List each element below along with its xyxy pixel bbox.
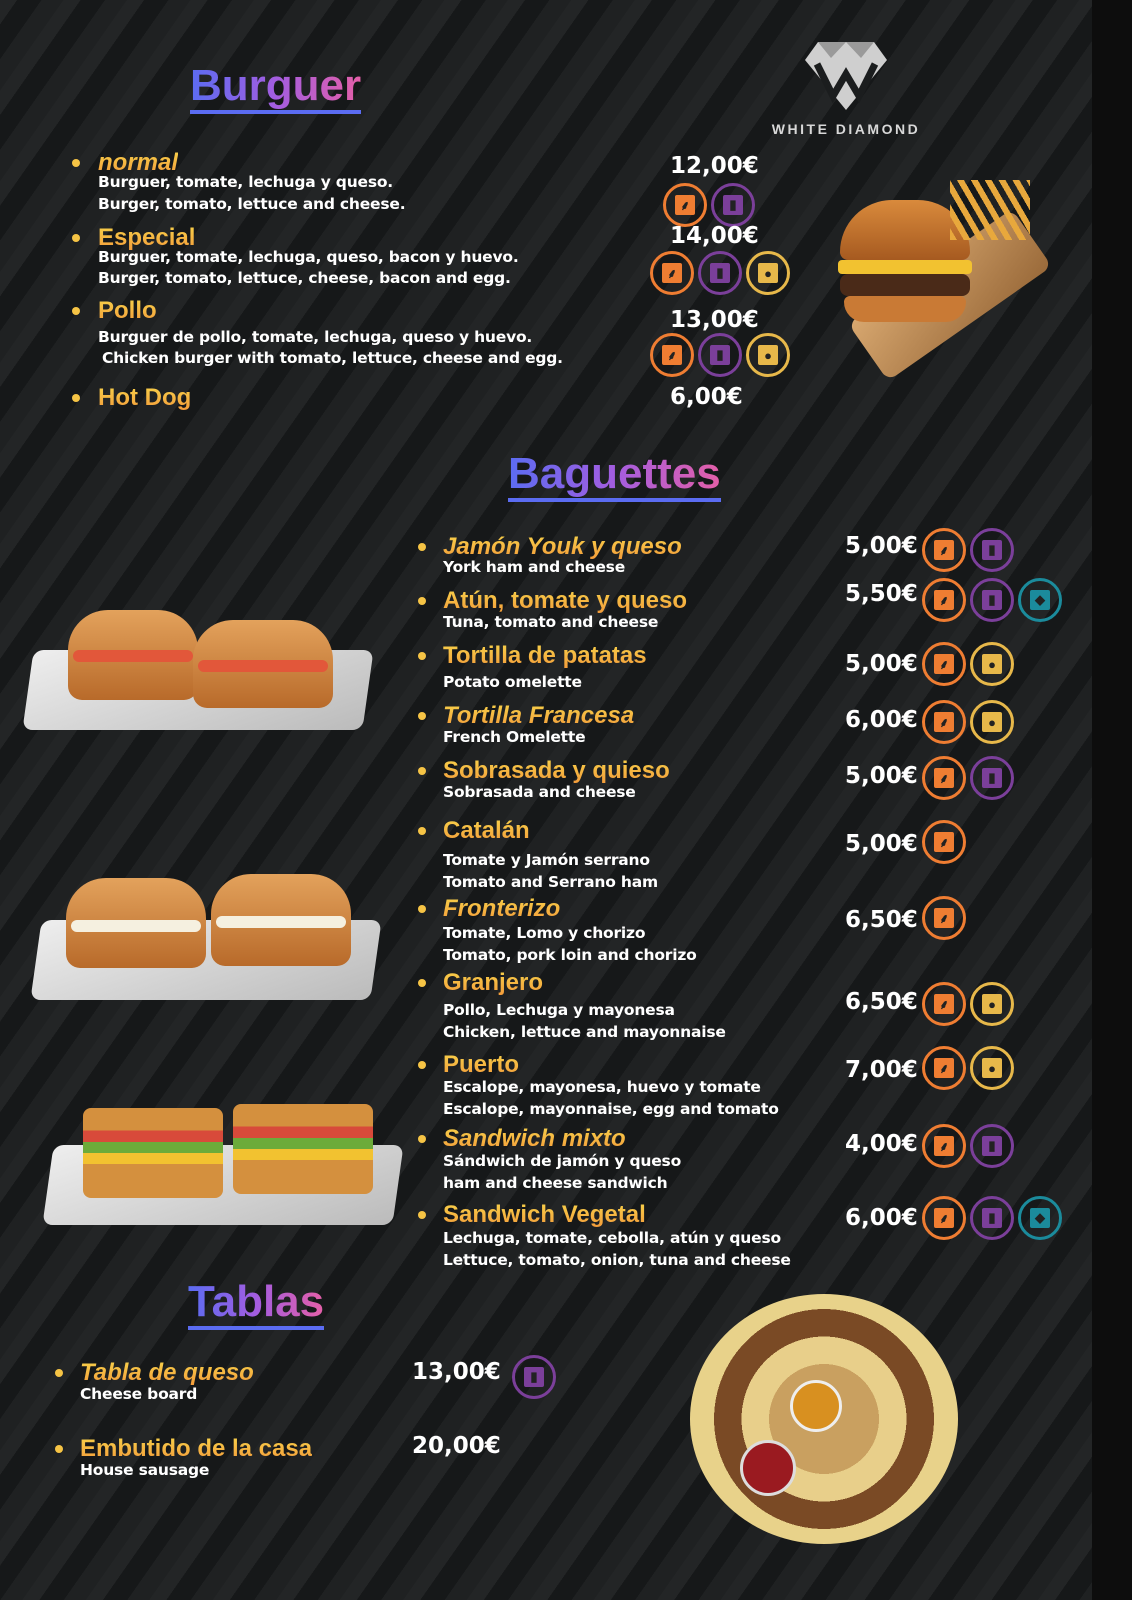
brand-logo [756, 40, 936, 137]
lactose-icon: ▮ [982, 590, 1002, 610]
egg-allergen-icon [970, 642, 1014, 686]
gluten-allergen-icon [922, 642, 966, 686]
bullet-icon [418, 827, 426, 835]
item-name: Jamón Youk y queso [443, 533, 682, 560]
item-description: Burger, tomato, lettuce and cheese. [98, 195, 406, 213]
gluten-allergen-icon [922, 700, 966, 744]
item-price: 7,00€ [845, 1057, 918, 1083]
egg-icon: ● [982, 654, 1002, 674]
egg-icon: ● [982, 994, 1002, 1014]
gluten-icon: ⸙ [675, 195, 695, 215]
sandwich-image [38, 1100, 408, 1230]
bullet-icon [418, 767, 426, 775]
item-description: Escalope, mayonnaise, egg and tomato [443, 1100, 779, 1118]
gluten-icon: ⸙ [934, 768, 954, 788]
bullet-icon [418, 905, 426, 913]
section-title-tablas: Tablas [188, 1278, 324, 1330]
egg-icon: ● [758, 345, 778, 365]
gluten-allergen-icon [663, 183, 707, 227]
item-description: Sándwich de jamón y queso [443, 1152, 682, 1170]
item-description: Burguer, tomate, lechuga y queso. [98, 173, 393, 191]
gluten-allergen-icon [922, 896, 966, 940]
item-name: Sandwich Vegetal [443, 1201, 646, 1228]
item-price: 14,00€ [670, 223, 759, 249]
item-description: Tomato, pork loin and chorizo [443, 946, 697, 964]
lactose-icon: ▮ [723, 195, 743, 215]
bullet-icon [418, 1061, 426, 1069]
item-description: Chicken burger with tomato, lettuce, cheese and egg. [102, 349, 563, 367]
egg-allergen-icon [746, 251, 790, 295]
bullet-icon [55, 1445, 63, 1453]
gluten-icon: ⸙ [934, 832, 954, 852]
item-description: ham and cheese sandwich [443, 1174, 668, 1192]
lactose-icon: ▮ [982, 1136, 1002, 1156]
gluten-allergen-icon [922, 1046, 966, 1090]
item-description: Potato omelette [443, 673, 582, 691]
item-price: 5,50€ [845, 581, 918, 607]
fish-allergen-icon [1018, 1196, 1062, 1240]
egg-icon: ● [982, 712, 1002, 732]
burger-image [810, 170, 1070, 410]
gluten-allergen-icon [922, 578, 966, 622]
fish-allergen-icon [1018, 578, 1062, 622]
bullet-icon [72, 394, 80, 402]
item-name: Catalán [443, 817, 530, 844]
item-name: Hot Dog [98, 384, 192, 411]
gluten-icon: ⸙ [934, 994, 954, 1014]
item-description: Tomato and Serrano ham [443, 873, 658, 891]
item-price: 12,00€ [670, 153, 759, 179]
item-description: House sausage [80, 1461, 210, 1479]
gluten-allergen-icon [922, 1124, 966, 1168]
egg-icon: ● [758, 263, 778, 283]
bullet-icon [418, 979, 426, 987]
bullet-icon [418, 712, 426, 720]
item-name: Granjero [443, 969, 544, 996]
egg-allergen-icon [970, 700, 1014, 744]
gluten-allergen-icon [922, 982, 966, 1026]
item-name: Tortilla de patatas [443, 642, 647, 669]
item-description: York ham and cheese [443, 558, 626, 576]
item-description: Tomate, Lomo y chorizo [443, 924, 646, 942]
bullet-icon [418, 597, 426, 605]
item-price: 4,00€ [845, 1131, 918, 1157]
baguette-image-1 [18, 600, 378, 740]
lactose-allergen-icon [970, 756, 1014, 800]
item-description: Tomate y Jamón serrano [443, 851, 650, 869]
item-price: 13,00€ [412, 1359, 501, 1385]
item-description: Burger, tomato, lettuce, cheese, bacon and egg. [98, 269, 511, 287]
bullet-icon [418, 1135, 426, 1143]
fish-icon: ◆ [1030, 1208, 1050, 1228]
item-description: Sobrasada and cheese [443, 783, 636, 801]
bullet-icon [418, 543, 426, 551]
cheese-board-image [670, 1290, 970, 1550]
lactose-icon: ▮ [982, 1208, 1002, 1228]
bullet-icon [72, 159, 80, 167]
bullet-icon [418, 652, 426, 660]
lactose-allergen-icon [512, 1355, 556, 1399]
gluten-icon: ⸙ [934, 540, 954, 560]
section-title-baguettes: Baguettes [508, 450, 721, 502]
right-border [1092, 0, 1132, 1600]
lactose-icon: ▮ [710, 263, 730, 283]
lactose-icon: ▮ [982, 540, 1002, 560]
item-price: 6,00€ [845, 707, 918, 733]
gluten-icon: ⸙ [934, 1136, 954, 1156]
gluten-allergen-icon [922, 820, 966, 864]
lactose-allergen-icon [970, 1124, 1014, 1168]
lactose-allergen-icon [970, 528, 1014, 572]
item-price: 20,00€ [412, 1433, 501, 1459]
gluten-allergen-icon [922, 756, 966, 800]
item-name: Fronterizo [443, 895, 561, 922]
item-name: Puerto [443, 1051, 520, 1078]
lactose-allergen-icon [698, 333, 742, 377]
lactose-allergen-icon [698, 251, 742, 295]
gluten-allergen-icon [922, 528, 966, 572]
item-price: 6,50€ [845, 989, 918, 1015]
item-price: 5,00€ [845, 763, 918, 789]
item-description: Lechuga, tomate, cebolla, atún y queso [443, 1229, 781, 1247]
gluten-icon: ⸙ [934, 1058, 954, 1078]
gluten-icon: ⸙ [934, 908, 954, 928]
item-name: Embutido de la casa [80, 1435, 313, 1462]
item-name: Sobrasada y quieso [443, 757, 670, 784]
item-name: Especial [98, 224, 196, 251]
brand-name: WHITE DIAMOND [771, 121, 921, 137]
item-name: Atún, tomate y queso [443, 587, 688, 614]
baguette-image-2 [26, 870, 386, 1010]
item-description: Tuna, tomato and cheese [443, 613, 659, 631]
lactose-icon: ▮ [524, 1367, 544, 1387]
lactose-allergen-icon [970, 578, 1014, 622]
bullet-icon [55, 1369, 63, 1377]
egg-allergen-icon [970, 1046, 1014, 1090]
gluten-allergen-icon [922, 1196, 966, 1240]
item-description: Burguer, tomate, lechuga, queso, bacon y huevo. [98, 248, 519, 266]
item-price: 5,00€ [845, 831, 918, 857]
item-price: 6,00€ [845, 1205, 918, 1231]
diamond-icon [803, 40, 889, 112]
gluten-icon: ⸙ [662, 345, 682, 365]
item-description: Cheese board [80, 1385, 198, 1403]
item-price: 6,00€ [670, 384, 743, 410]
gluten-allergen-icon [650, 333, 694, 377]
egg-icon: ● [982, 1058, 1002, 1078]
gluten-icon: ⸙ [934, 590, 954, 610]
item-price: 6,50€ [845, 907, 918, 933]
item-name: normal [98, 149, 179, 176]
item-description: French Omelette [443, 728, 586, 746]
lactose-allergen-icon [711, 183, 755, 227]
lactose-icon: ▮ [982, 768, 1002, 788]
item-description: Pollo, Lechuga y mayonesa [443, 1001, 675, 1019]
bullet-icon [418, 1211, 426, 1219]
bullet-icon [72, 307, 80, 315]
egg-allergen-icon [970, 982, 1014, 1026]
fish-icon: ◆ [1030, 590, 1050, 610]
item-name: Tabla de queso [80, 1359, 254, 1386]
gluten-icon: ⸙ [934, 712, 954, 732]
item-name: Pollo [98, 297, 157, 324]
item-name: Tortilla Francesa [443, 702, 635, 729]
egg-allergen-icon [746, 333, 790, 377]
item-price: 13,00€ [670, 307, 759, 333]
item-description: Chicken, lettuce and mayonnaise [443, 1023, 726, 1041]
gluten-icon: ⸙ [934, 654, 954, 674]
section-title-burguer: Burguer [190, 62, 361, 114]
item-description: Lettuce, tomato, onion, tuna and cheese [443, 1251, 791, 1269]
item-description: Burguer de pollo, tomate, lechuga, queso y huevo. [98, 328, 533, 346]
bullet-icon [72, 234, 80, 242]
item-price: 5,00€ [845, 533, 918, 559]
item-name: Sandwich mixto [443, 1125, 626, 1152]
lactose-allergen-icon [970, 1196, 1014, 1240]
item-price: 5,00€ [845, 651, 918, 677]
item-description: Escalope, mayonesa, huevo y tomate [443, 1078, 761, 1096]
gluten-allergen-icon [650, 251, 694, 295]
gluten-icon: ⸙ [662, 263, 682, 283]
gluten-icon: ⸙ [934, 1208, 954, 1228]
lactose-icon: ▮ [710, 345, 730, 365]
